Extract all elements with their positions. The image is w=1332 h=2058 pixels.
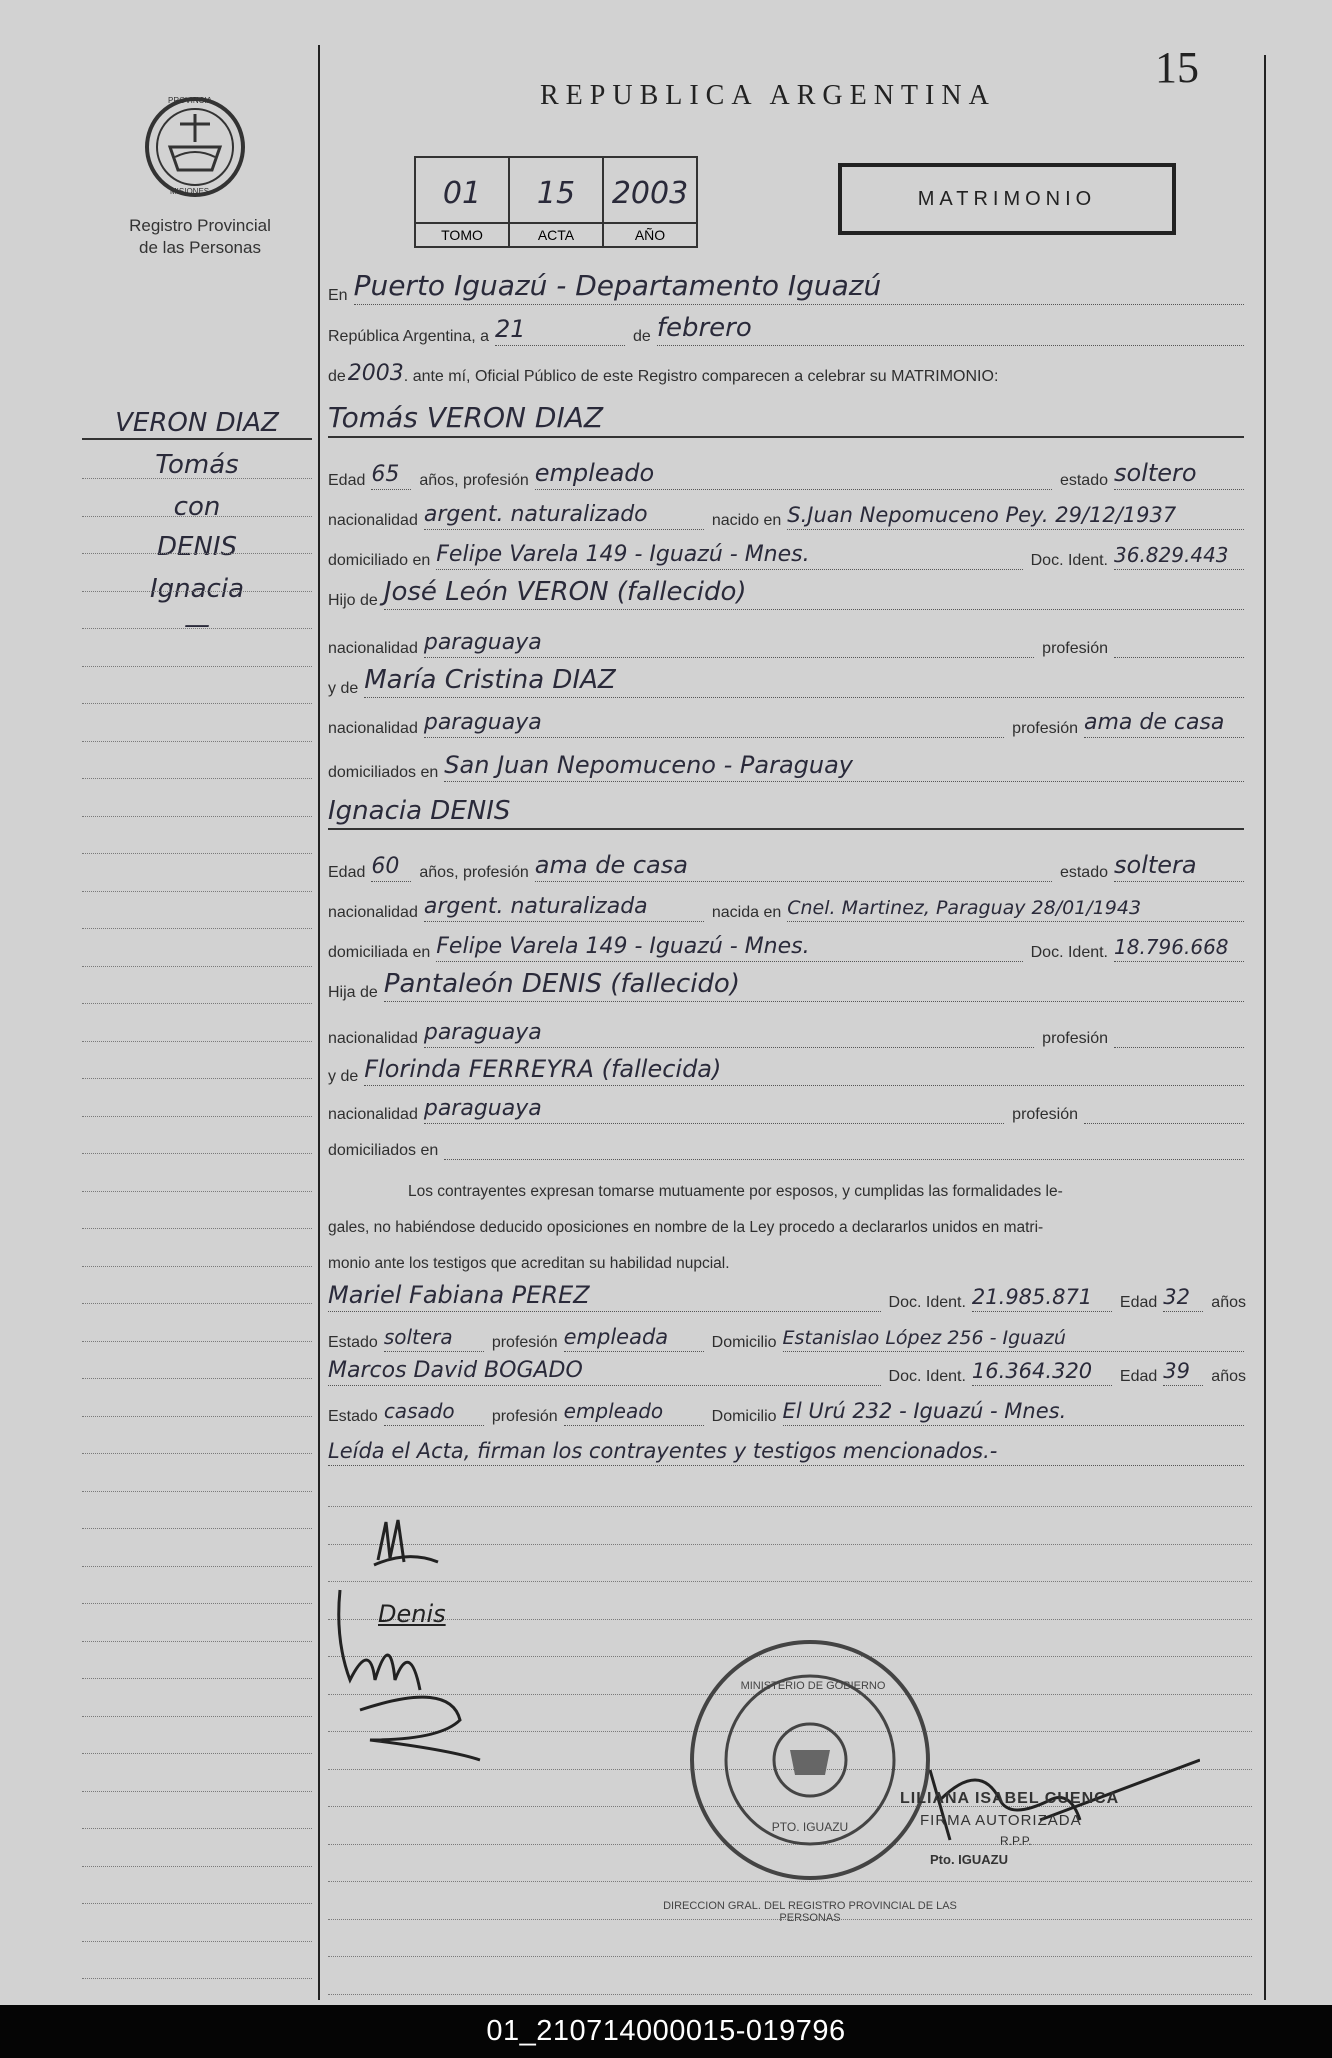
nacionalidad-label: nacionalidad [328,904,418,921]
margin-rule-line [82,1341,312,1342]
year-field: 2003 [347,361,404,386]
witness2-profession: empleado [564,1399,704,1426]
witness1-profession: empleada [564,1325,704,1352]
margin-rule-line [82,1378,312,1379]
witness1-status: soltera [384,1325,484,1352]
margin-rule-line [82,1678,312,1679]
witness2-address: El Urú 232 - Iguazú - Mnes. [783,1399,1244,1426]
doc-label: Doc. Ident. [1030,944,1108,961]
bride-civil-status: soltera [1114,855,1244,882]
nacionalidad-label: nacionalidad [328,640,418,657]
nacionalidad-label: nacionalidad [328,720,418,737]
groom-parents-address: San Juan Nepomuceno - Paraguay [444,755,1244,782]
bride-mother-profession [1084,1097,1244,1124]
margin-rule-line [82,891,312,892]
official-org: R.P.P. [1000,1834,1032,1848]
bride-father-row [328,969,1252,1002]
official-name: LILIANA ISABEL CUENCA [900,1790,1120,1807]
estado-label: Estado [328,1408,378,1425]
record-type-box [838,163,1176,235]
margin-rule-line [82,1228,312,1229]
margin-rule-line [82,1941,312,1942]
record-type: MATRIMONIO [917,187,1097,210]
bride-address: Felipe Varela 149 - Iguazú - Mnes. [436,935,1022,962]
bride-mother-nationality: paraguaya [424,1097,1004,1124]
margin-rule-line [82,853,312,854]
bride-father-nat-row [328,1018,1252,1048]
margin-rule-line [82,778,312,779]
intro-place-row [328,269,1252,305]
body-rule-line [328,1506,1252,1507]
groom-birth: S.Juan Nepomuceno Pey. 29/12/1937 [787,503,1244,530]
margin-rule-line [82,1528,312,1529]
official-title: FIRMA AUTORIZADA [920,1812,1082,1829]
groom-father-nationality: paraguaya [424,631,1034,658]
month-field: febrero [657,319,1244,346]
declaration-text [328,1174,1238,1282]
margin-given: Tomás [155,450,239,480]
bride-mother: Florinda FERREYRA (fallecida) [364,1059,1244,1086]
groom-parents-address-row [328,752,1252,782]
ano-cell [604,158,696,246]
registry-seal-icon [140,92,250,202]
republica-label: República Argentina, a [328,328,489,345]
anos-label: años [1211,1368,1246,1385]
stamp-city: PTO. IGUAZU [771,1820,849,1834]
body-rule-line [328,1544,1252,1545]
bride-birth: Cnel. Martinez, Paraguay 28/01/1943 [787,895,1244,922]
acta-label: ACTA [510,222,602,246]
groom-name-row [328,401,1252,438]
witness2-age: 39 [1163,1359,1203,1386]
margin-rule-line [82,1003,312,1004]
profesion-label: profesión [1012,1106,1078,1123]
nacionalidad-label: nacionalidad [328,1030,418,1047]
margin-rule-line [82,478,312,479]
domicilio-label: Domicilio [711,1408,777,1425]
margin-rule-line [82,928,312,929]
groom-mother-nat-row [328,708,1252,738]
tomo-cell [416,158,510,246]
margin-rule-line [82,591,312,592]
right-column-rule [1264,55,1266,2000]
witness2-doc: 16.364.320 [972,1359,1112,1386]
domicilio-label: domiciliada en [328,944,431,961]
margin-rule-line [82,553,312,554]
groom-nationality-row [328,500,1252,530]
groom-mother-row [328,665,1252,698]
margin-rule-line [82,1978,312,1979]
margin-rule-line [82,1116,312,1117]
bride-address-row [328,932,1252,962]
groom-civil-status: soltero [1114,463,1244,490]
doc-label: Doc. Ident. [888,1294,966,1311]
margin-rule-line [82,1191,312,1192]
bride-parents-address [444,1133,1244,1160]
hijo-label: Hijo de [328,592,378,609]
anos-label: años [1211,1294,1246,1311]
groom-father-nat-row [328,628,1252,658]
groom-father: José León VERON (fallecido) [384,583,1244,610]
groom-address: Felipe Varela 149 - Iguazú - Mnes. [436,543,1022,570]
record-box [414,156,698,248]
margin-rule-line [82,666,312,667]
acta-value: 15 [536,176,576,211]
groom-age-row [328,460,1252,490]
place-field: Puerto Iguazú - Departamento Iguazú [354,278,1244,305]
margin-rule-line [82,816,312,817]
yde-label: y de [328,680,359,697]
domicilio-label: Domicilio [711,1334,777,1351]
margin-rule-line [82,1266,312,1267]
groom-mother-nationality: paraguaya [424,711,1004,738]
groom-mother: María Cristina DIAZ [364,671,1244,698]
margin-con: con [173,492,221,522]
declaration-line2: gales, no habiéndose deducido oposiciones en nombre de la Ley procedo a declararlos unidos en matri- [328,1219,1044,1236]
page-number: 15 [1155,43,1199,92]
anos-profesion-label: años, profesión [419,472,529,489]
doc-label: Doc. Ident. [888,1368,966,1385]
margin-rule-line [82,1641,312,1642]
margin-rule-line [82,1078,312,1079]
appear-text: . ante mí, Oficial Público de este Registro comparecen a celebrar su MATRIMONIO: [403,368,999,385]
bride-name: Ignacia DENIS [328,802,1244,830]
closing-text: Leída el Acta, firman los contrayentes y testigos mencionados.- [328,1439,1244,1466]
witness1-name-row [328,1282,1252,1312]
bride-father: Pantaleón DENIS (fallecido) [384,975,1244,1002]
profesion-label: profesión [1012,720,1078,737]
registry-name-line2: de las Personas [139,238,261,257]
doc-label: Doc. Ident. [1030,552,1108,569]
seal-text-bottom: MISIONES [170,187,210,196]
witness2-status-row [328,1396,1252,1426]
tomo-value: 01 [442,176,482,211]
margin-rule-line [82,1566,312,1567]
witness1-address: Estanislao López 256 - Iguazú [783,1325,1244,1352]
margin-rule-line [82,1903,312,1904]
witness1-age: 32 [1163,1285,1203,1312]
signature-2: Denis [378,1600,446,1628]
margin-rule-line [82,741,312,742]
hija-label: Hija de [328,984,378,1001]
bride-nationality-row [328,892,1252,922]
groom-profession: empleado [535,463,1052,490]
intro-date-row [328,313,1252,346]
edad-label: Edad [328,864,366,881]
en-label: En [328,287,348,304]
margin-rule-line [82,966,312,967]
margin-rule-line [82,1453,312,1454]
declaration-line3: monio ante los testigos que acreditan su habilidad nupcial. [328,1255,730,1272]
margin-given2: Ignacia [149,574,245,604]
groom-nationality: argent. naturalizado [424,503,704,530]
domiciliados-label: domiciliados en [328,1142,439,1159]
nacido-label: nacido en [711,512,782,529]
bride-name-row [328,796,1252,830]
yde-label: y de [328,1068,359,1085]
anos-profesion-label: años, profesión [419,864,529,881]
margin-rule-line [82,1716,312,1717]
signature-3 [330,1580,530,1780]
bride-age-row [328,852,1252,882]
groom-father-profession [1114,631,1244,658]
ano-label: AÑO [604,222,696,246]
body-rule-line [328,1956,1252,1957]
bride-doc: 18.796.668 [1114,935,1244,962]
margin-rule-line [82,1603,312,1604]
bride-profession: ama de casa [535,855,1052,882]
margin-rule-line [82,1303,312,1304]
bride-father-nationality: paraguaya [424,1021,1034,1048]
profesion-label: profesión [1042,1030,1108,1047]
margin-rule-line [82,1416,312,1417]
margin-rule-line [82,516,312,517]
bride-mother-row [328,1056,1252,1086]
official-city: Pto. IGUAZU [930,1852,1008,1867]
groom-doc: 36.829.443 [1114,543,1244,570]
bride-mother-nat-row [328,1094,1252,1124]
ano-value: 2003 [611,176,689,211]
margin-rule-line [82,1753,312,1754]
margin-rule-line [82,628,312,629]
registry-name-line1: Registro Provincial [129,216,271,235]
witness1-name: Mariel Fabiana PEREZ [328,1285,881,1312]
closing-row [328,1436,1252,1466]
witness1-doc: 21.985.871 [972,1285,1112,1312]
de-label: de [633,328,651,345]
witness2-status: casado [384,1399,484,1426]
margin-rule-line [82,1866,312,1867]
domiciliados-label: domiciliados en [328,764,439,781]
domicilio-label: domiciliado en [328,552,431,569]
margin-rule-line [82,1491,312,1492]
bride-nationality: argent. naturalizada [424,895,704,922]
groom-mother-profession: ama de casa [1084,711,1244,738]
left-column-rule [318,45,320,2000]
estado-label: estado [1059,472,1108,489]
stamp-inner-text: MINISTERIO DE GOBIERNO [740,1680,886,1692]
profesion-label: profesión [1042,640,1108,657]
body-rule-line [328,1994,1252,1995]
edad-label: Edad [328,472,366,489]
seal-text-top: PROVINCIA [168,96,213,105]
intro-year-row [328,356,1252,386]
stamp-ring-text: DIRECCION GRAL. DEL REGISTRO PROVINCIAL DE LAS PERSONAS [663,1900,957,1924]
tomo-label: TOMO [416,222,508,246]
nacionalidad-label: nacionalidad [328,512,418,529]
country-title: REPUBLICA ARGENTINA [540,80,996,111]
declaration-line1: Los contrayentes expresan tomarse mutuamente por esposos, y cumplidas las formalidades le- [408,1183,1063,1200]
groom-name: Tomás VERON DIAZ [328,410,1244,438]
year-prefix: de [328,368,346,385]
acta-cell [510,158,604,246]
edad-label: Edad [1119,1294,1158,1311]
edad-label: Edad [1119,1368,1158,1385]
estado-label: estado [1059,864,1108,881]
day-field: 21 [495,319,625,346]
file-id-footer: 01_210714000015-019796 [0,2005,1332,2058]
margin-dash: — [184,610,210,640]
witness2-name: Marcos David BOGADO [328,1359,881,1386]
witness2-name-row [328,1356,1252,1386]
margin-surname2: DENIS [156,532,238,562]
profesion-label: profesión [491,1334,558,1351]
bride-age: 60 [371,855,411,882]
estado-label: Estado [328,1334,378,1351]
margin-rule-line [82,703,312,704]
groom-address-row [328,540,1252,570]
official-stamp [680,1630,940,1890]
nacida-label: nacida en [711,904,782,921]
margin-rule-line [82,1153,312,1154]
margin-surname: VERON DIAZ [82,408,312,440]
bride-parents-address-row [328,1130,1252,1160]
margin-rule-line [82,1791,312,1792]
profesion-label: profesión [491,1408,558,1425]
bride-father-profession [1114,1021,1244,1048]
margin-rule-line [82,1041,312,1042]
witness1-status-row [328,1322,1252,1352]
nacionalidad-label: nacionalidad [328,1106,418,1123]
signature-1 [368,1510,448,1580]
groom-father-row [328,577,1252,610]
groom-age: 65 [371,463,411,490]
margin-rule-line [82,1828,312,1829]
